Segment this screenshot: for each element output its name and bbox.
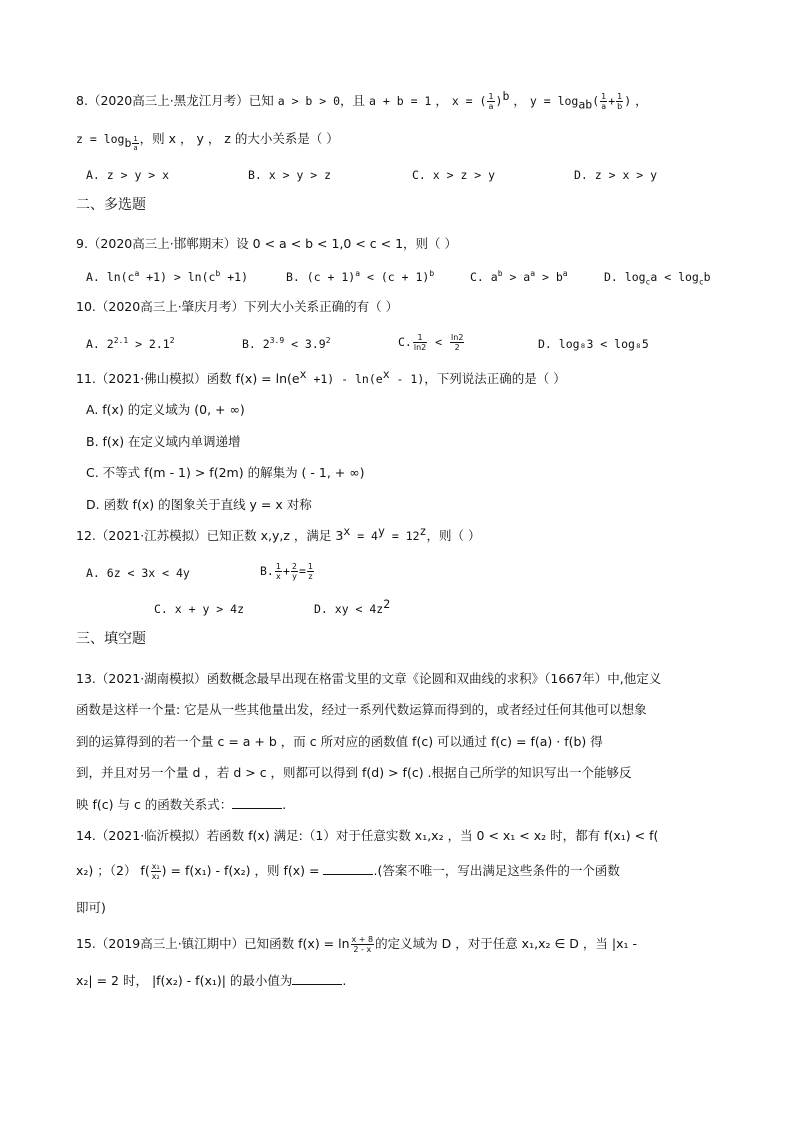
q15-line1: 15.（2019高三上·镇江期中）已知函数 f(x) = ln $\frac{x + 8}{2 - x}$ 的定义域为 D ，对于任意 x₁,x₂ ∈ D ，当 |x₁ -: [76, 935, 637, 954]
q13-line5: 映 f(c) 与 c 的函数关系式： .: [76, 797, 287, 812]
q8-option-a: A. z > y > x: [86, 168, 170, 182]
q13-line1: 13.（2021·湖南模拟）函数概念最早出现在格雷戈里的文章《论圆和双曲线的求积》（1667年）中,他定义: [76, 671, 662, 686]
q14-line3: 即可): [76, 900, 106, 915]
q13-line2: 函数是这样一个量: 它是从一些其他量出发，经过一系列代数运算而得到的，或者经过任何其他可以想象: [76, 702, 647, 717]
q9-option-d: D. $\log_ca < \log_cb$: [604, 270, 711, 287]
q15-answer-blank[interactable]: [292, 972, 342, 985]
q8-line1: 8.（2020高三上·黑龙江月考）已知 a > b > 0，且 a + b = 1 ， x = ( $\frac{1}{a}$ )$^b$ ， $y = \log_{ab}$( $\frac{1}{a}$ + $\frac{1}{b}$ ) ，: [76, 88, 648, 112]
section-multi-choice: 二、多选题: [76, 197, 146, 213]
section-fill-in: 三、填空题: [76, 631, 146, 647]
q12-stem: 12.（2021·江苏模拟）已知正数 x,y,z ，满足 $3^x = 4^y = 12^z$，则（ ）: [76, 523, 481, 543]
q12-option-d: D. xy < $4z^2$: [314, 596, 391, 616]
q14-line1: 14.（2021·临沂模拟）若函数 f(x) 满足:（1）对于任意实数 x₁,x₂ ，当 0 < x₁ < x₂ 时，都有 f(x₁) < f(: [76, 828, 659, 843]
q10-option-b: B. $2^{3.9} < 3.9^2$: [242, 336, 331, 351]
q8-option-d: D. z > x > y: [574, 168, 658, 182]
q15-line2: x₂| = 2 时， |f(x₂) - f(x₁)| 的最小值为 .: [76, 973, 347, 988]
q14-answer-blank[interactable]: [323, 862, 373, 875]
q11-stem: 11.（2021·佛山模拟）函数 $f(x) = \ln(e^x +1) - \ln(e^x - 1)$，下列说法正确的是（ ）: [76, 366, 566, 386]
q8-line2: $z = \log_{b \frac{1}{a}}$ ，则 x ， y ， z 的大小关系是（ ）: [76, 131, 339, 152]
q10-stem: 10.（2020高三上·肇庆月考）下列大小关系正确的有（ ）: [76, 299, 399, 314]
q12-option-c: C. x + y > 4z: [154, 602, 245, 616]
q11-option-b: B. f(x) 在定义域内单调递增: [86, 434, 241, 449]
q9-option-b: B. $(c + 1)^a < (c + 1)^b$: [286, 269, 435, 284]
q13-line4: 到，并且对另一个量 d ，若 d > c ，则都可以得到 f(d) > f(c) .根据自己所学的知识写出一个能够反: [76, 765, 632, 780]
q8-option-b: B. x > y > z: [248, 168, 332, 182]
q13-answer-blank[interactable]: [232, 796, 282, 809]
q9-option-a: A. $\ln(c^a +1) > \ln(c^b +1)$: [86, 269, 248, 284]
q9-stem: 9.（2020高三上·邯郸期末）设 0 < a < b < 1,0 < c < 1，则（ ）: [76, 236, 458, 251]
q8-option-c: C. x > z > y: [412, 168, 496, 182]
q11-option-a: A. f(x) 的定义域为 (0, + ∞): [86, 402, 245, 417]
q10-option-a: A. $2^{2.1} > 2.1^2$: [86, 336, 175, 351]
q11-option-d: D. 函数 f(x) 的图象关于直线 y = x 对称: [86, 497, 312, 512]
q13-line3: 到的运算得到的若一个量 c = a + b ，而 c 所对应的函数值 f(c) 可以通过 f(c) = f(a) · f(b) 得: [76, 734, 603, 749]
q12-option-a: A. 6z < 3x < 4y: [86, 566, 190, 580]
q9-option-c: C. $a^b > a^a > b^a$: [470, 269, 568, 284]
q10-option-c: C. $\frac{1}{\ln 2}$ < $\frac{\ln 2}{2}$: [398, 333, 464, 352]
q10-option-d: D. log₈3 < log₈5: [538, 337, 649, 351]
q12-option-b: B. $\frac{1}{x}$ + $\frac{2}{y}$ = $\frac{1}{z}$: [260, 562, 314, 581]
q14-line2: x₂) ；（2） f( $\frac{\text{x₁}}{\text{x₂}}$ ) = f(x₁) - f(x₂) ，则 f(x) = .(答案不唯一，写出满足这些条件的一个函数: [76, 862, 620, 881]
q11-option-c: C. 不等式 f(m - 1) > f(2m) 的解集为 ( - 1, + ∞): [86, 465, 365, 480]
